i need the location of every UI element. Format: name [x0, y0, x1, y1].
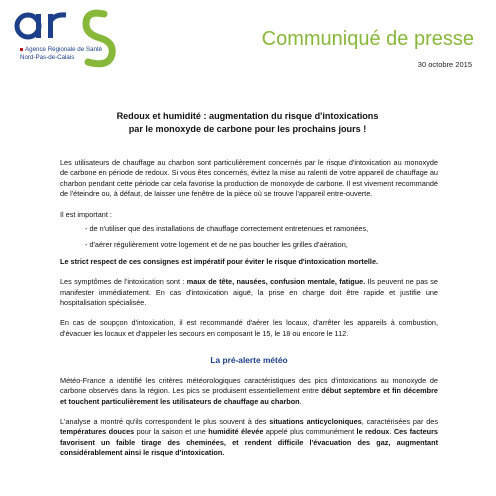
body-text — [60, 158, 438, 469]
analyse-bold: situations anticycloniques — [269, 416, 362, 426]
list-item: - de n'utiliser que des installations de chauffage correctement entretenues et ramonées, — [85, 224, 369, 234]
intro-paragraph: Les utilisateurs de chauffage au charbon sont particulièrement concernés par le risque d'intoxication au monoxyde de carbone en période de redoux. Si vous êtes concernés, évitez la mise au ralenti de votre appareil de chauffage au charbon pendant cette période car cela favorise la production de monoxyde de carbone. Il est vivement recommandé de l'éteindre ou, à défaut, de laisser une fenêtre de la pièce où se trouve l'appareil entre-ouverte. — [60, 158, 438, 199]
analyse-bold: températures douces — [60, 427, 135, 437]
analyse-text: . — [389, 427, 394, 437]
logo-region-text: Nord-Pas-de-Calais — [20, 53, 75, 61]
recommendations-list — [60, 224, 438, 251]
analyse-text: appelé plus communément — [263, 427, 357, 437]
logo-caption — [20, 46, 102, 61]
meteo-paragraph — [60, 376, 438, 407]
headline-line-1: Redoux et humidité : augmentation du risque d'intoxications — [116, 111, 379, 121]
ars-logo — [14, 6, 134, 76]
meteo-period: début septembre et fin décembre et touchent particulièrement les utilisateurs de chauffage au charbon — [60, 386, 438, 406]
meteo-lead: Météo-France a identifié les critères météorologiques caractéristiques des pics d'intoxications au monoxyde de carbone observés dans la région. Les pics se produisent essentiellement entre — [60, 375, 438, 396]
section-heading: La pré-alerte météo — [210, 355, 288, 366]
suspicion-paragraph: En cas de soupçon d'intoxication, il est recommandé d'aérer les locaux, d'arrêter les appareils à combustion, d'évacuer les locaux et d'appeler les secours en composant le 15, le 18 ou encore le 112. — [60, 318, 438, 338]
headline-line-2: par le monoxyde de carbone pour les prochains jours ! — [128, 124, 367, 134]
symptoms-list: maux de tête, nausées, confusion mentale, fatigue. — [186, 277, 366, 287]
headline — [60, 110, 435, 136]
analyse-paragraph — [60, 417, 438, 459]
release-date: 30 octobre 2015 — [417, 60, 472, 69]
logo-agency-text: Agence Régionale de Santé — [20, 46, 102, 54]
page-title: Communiqué de presse — [261, 28, 474, 50]
analyse-text: , caractérisées par des — [361, 416, 438, 426]
symptoms-paragraph — [60, 277, 438, 308]
important-label: Il est important : — [60, 209, 112, 219]
consignes-warning: Le strict respect de ces consignes est impératif pour éviter le risque d'intoxication mortelle. — [60, 256, 379, 266]
symptoms-rest: Ils peuvent ne pas se manifester immédiatement. En cas d'intoxication aiguë, la prise en charge doit être rapide et justifie une hospitalisation spécialisée. — [60, 277, 438, 308]
symptoms-lead: Les symptômes de l'intoxication sont : — [60, 277, 187, 287]
list-item: - d'aérer régulièrement votre logement et de ne pas boucher les grilles d'aération, — [85, 240, 348, 250]
analyse-text: pour la saison et une — [134, 427, 209, 437]
analyse-bold: le redoux — [356, 427, 390, 437]
meteo-end: . — [299, 396, 302, 406]
analyse-text: L'analyse a montré qu'ils correspondent le plus souvent à des — [60, 416, 270, 426]
analyse-bold: Ces facteurs favorisent un faible tirage des cheminées, et rendent difficile l'évacuation des gaz, augmentant considérablement ainsi le risque d'intoxication. — [60, 427, 438, 458]
analyse-bold: humidité élevée — [208, 427, 264, 437]
